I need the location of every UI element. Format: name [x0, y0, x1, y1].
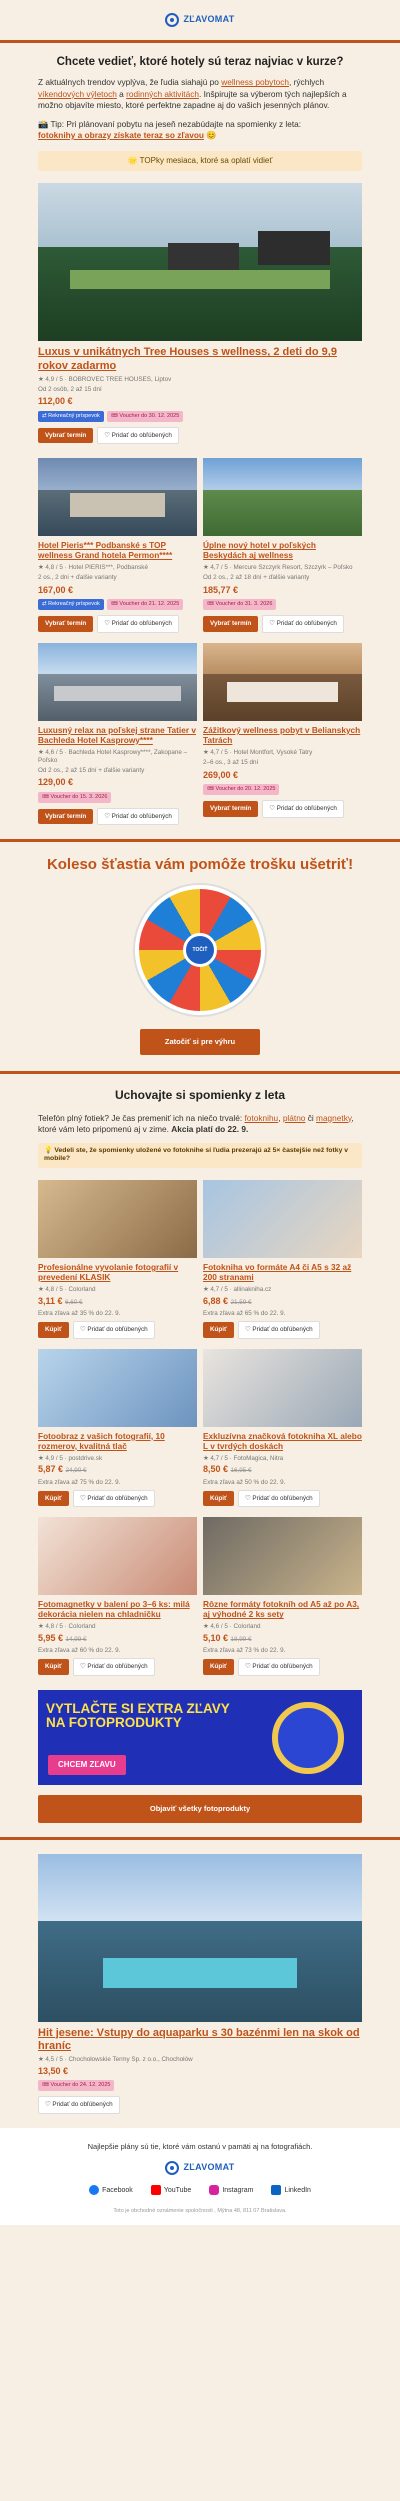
offer-meta: Od 2 osôb, 2 až 15 dní: [38, 385, 102, 393]
choose-date-button[interactable]: Vybrať termín: [203, 801, 258, 817]
divider: [0, 40, 400, 43]
youtube-icon: [151, 2185, 161, 2195]
product-actions: [203, 1490, 362, 1508]
final-offer: [38, 1854, 362, 2114]
add-favorite-button[interactable]: ♡ Pridať do obľúbených: [97, 808, 179, 826]
footer-text: Najlepšie plány sú tie, ktoré vám ostanú v pamäti aj na fotografiách.: [87, 2141, 313, 2151]
hotel-actions: [38, 808, 197, 826]
buy-button[interactable]: Kúpiť: [203, 1659, 234, 1675]
badges: [38, 2080, 362, 2091]
price-old: 6,60 €: [65, 1298, 83, 1306]
product-rating: ★ 4,8 / 5 · Colorland: [38, 1285, 96, 1293]
photo-c: či: [305, 1112, 317, 1123]
product-discount: Extra zľava až 65 % do 22. 9.: [203, 1309, 286, 1317]
price-old: 24,90 €: [65, 1467, 87, 1475]
spin-button[interactable]: Zatočiť si pre výhru: [140, 1029, 260, 1054]
intro-a: Z aktuálnych trendov vyplýva, že ľudia siahajú po: [38, 77, 222, 88]
product-actions: [203, 1658, 362, 1676]
product-rating: ★ 4,9 / 5 · postdrive.sk: [38, 1454, 103, 1462]
intro-d: . Inšpirujte sa výberom tých najlepších a možno objavíte miesto, ktoré perfektne zapadne aj do vašich jesenných plánov.: [38, 88, 347, 110]
badge-recreation: ⇄ Rekreačný príspevok: [38, 411, 104, 422]
product-image[interactable]: [38, 1517, 197, 1595]
featured-image[interactable]: [38, 183, 362, 341]
product-price: [38, 1296, 197, 1307]
promo-title: VYTLAČTE SI EXTRA ZĽAVY NA FOTOPRODUKTY: [46, 1701, 230, 1731]
product-discount: Extra zľava až 75 % do 22. 9.: [38, 1478, 121, 1486]
product-rating: ★ 4,6 / 5 · Colorland: [203, 1623, 261, 1631]
photo-a: Telefón plný fotiek? Je čas premeniť ich na niečo trvalé:: [38, 1112, 245, 1123]
price-old: 21,59 €: [230, 1298, 252, 1306]
add-favorite-button[interactable]: ♡ Pridať do obľúbených: [73, 1490, 155, 1508]
hotel-meta: Od 2 os., 2 až 18 dní + ďalšie varianty: [203, 574, 310, 582]
product-price: [38, 1464, 197, 1475]
choose-date-button[interactable]: Vybrať termín: [38, 428, 93, 444]
wheel-of-fortune[interactable]: [135, 885, 265, 1015]
linkedin-label: LinkedIn: [284, 2186, 311, 2194]
product-grid: [38, 1180, 362, 1676]
badge-voucher: 🎟 Voucher do 20. 12. 2025: [203, 784, 279, 795]
badges: [203, 784, 362, 795]
hotel-actions: [203, 800, 362, 818]
product-title[interactable]: Exkluzívna značková fotokniha XL alebo L v tvrdých doskách: [203, 1430, 362, 1451]
hotel-image[interactable]: [203, 458, 362, 536]
add-favorite-button[interactable]: ♡ Pridať do obľúbených: [262, 800, 344, 818]
product-image[interactable]: [38, 1349, 197, 1427]
product-price: [203, 1633, 362, 1644]
product-image[interactable]: [203, 1349, 362, 1427]
youtube-label: YouTube: [163, 2186, 192, 2194]
link-family[interactable]: rodinných aktivitách: [126, 88, 199, 99]
tip-link[interactable]: fotoknihy a obrazy získate teraz so zľavou: [38, 130, 204, 141]
promo-ring-icon: [272, 1702, 344, 1774]
wheel-center[interactable]: TOČIŤ: [183, 933, 217, 967]
tip-prefix: 📸 Tip: Pri plánovaní pobytu na jeseň nezabúdajte na spomienky z leta:: [38, 118, 302, 129]
header: [0, 0, 400, 40]
choose-date-button[interactable]: Vybrať termín: [38, 616, 93, 632]
product-discount: Extra zľava až 35 % do 22. 9.: [38, 1309, 121, 1317]
facebook-link[interactable]: [89, 2185, 133, 2196]
product-title[interactable]: Fotokniha vo formáte A4 či A5 s 32 až 200 stranami: [203, 1261, 352, 1282]
hotel-image[interactable]: [203, 643, 362, 721]
footer: [0, 2128, 400, 2225]
linkedin-link[interactable]: [271, 2185, 310, 2196]
add-favorite-button[interactable]: ♡ Pridať do obľúbených: [73, 1321, 155, 1339]
divider: [0, 1071, 400, 1074]
hotel-price: 269,00 €: [203, 769, 239, 780]
link-weekend[interactable]: víkendových výletoch: [38, 88, 117, 99]
footer-logo: [0, 2161, 400, 2175]
product-card: [38, 1349, 197, 1508]
instagram-icon: [209, 2185, 219, 2195]
offer-title[interactable]: Luxus v unikátnych Tree Houses s wellness, 2 deti do 9,9 rokov zadarmo: [38, 346, 337, 372]
add-favorite-button[interactable]: ♡ Pridať do obľúbených: [238, 1490, 320, 1508]
photo-d: , ktoré vám leto pripomenú aj v zime.: [38, 1112, 354, 1134]
linkedin-icon: [271, 2185, 281, 2195]
product-rating: ★ 4,7 / 5 · allinakniha.cz: [203, 1285, 272, 1293]
product-image[interactable]: [203, 1517, 362, 1595]
instagram-link[interactable]: [209, 2185, 253, 2196]
price-new: 5,95 €: [38, 1633, 64, 1644]
link-wellness[interactable]: wellness pobytoch: [221, 77, 290, 88]
badges: [38, 792, 197, 803]
footer-address: Toto je obchodné oznámenie spoločnosti , Mýtna 48, 811 07 Bratislava.: [113, 2207, 287, 2214]
divider: [0, 839, 400, 842]
hotel-rating: ★ 4,7 / 5 · Hotel Montfort, Vysoké Tatry: [203, 748, 313, 756]
youtube-link[interactable]: [151, 2185, 192, 2196]
price-new: 8,50 €: [203, 1464, 229, 1475]
hotel-meta: 2–6 os., 3 až 15 dní: [203, 758, 259, 766]
top-pill: 🌟 TOPky mesiaca, ktoré sa oplatí vidieť: [38, 151, 362, 171]
product-title[interactable]: Fotoobraz z vašich fotografií, 10 rozmerov, kvalitná tlač: [38, 1430, 165, 1451]
offer-rating: ★ 4,5 / 5 · Chochołowskie Termy Sp. z o.o., Chochołów: [38, 2055, 193, 2063]
discover-photo-products-button[interactable]: Objaviť všetky fotoprodukty: [38, 1795, 362, 1822]
aquapark-image[interactable]: [38, 1854, 362, 2022]
headline: Chcete vedieť, ktoré hotely sú teraz najviac v kurze?: [56, 56, 344, 68]
choose-date-button[interactable]: Vybrať termín: [38, 809, 93, 825]
logo-icon: [165, 2161, 179, 2175]
photo-promo-banner[interactable]: [38, 1690, 362, 1785]
brand-name[interactable]: ZĽAVOMAT: [183, 2162, 235, 2173]
photo-headline: Uchovajte si spomienky z leta: [114, 1087, 286, 1102]
brand-name[interactable]: ZĽAVOMAT: [183, 14, 235, 25]
product-image[interactable]: [38, 1180, 197, 1258]
hotel-card: [203, 643, 362, 825]
hotel-title[interactable]: Úplne nový hotel v poľských Beskydách aj wellness: [203, 540, 316, 561]
badges: [38, 599, 197, 610]
facebook-label: Facebook: [102, 2186, 133, 2194]
product-actions: [38, 1658, 197, 1676]
product-title[interactable]: Rôzne formáty fotokníh od A5 až po A3, aj výhodné 2 ks sety: [203, 1599, 360, 1620]
intro-b: , rýchlych: [289, 77, 325, 88]
offer-price: 112,00 €: [38, 396, 73, 407]
buy-button[interactable]: Kúpiť: [38, 1659, 69, 1675]
product-card: [203, 1517, 362, 1676]
offer-actions: [38, 427, 362, 445]
hotel-price: 129,00 €: [38, 777, 74, 788]
product-discount: Extra zľava až 73 % do 22. 9.: [203, 1647, 286, 1655]
product-card: [38, 1517, 197, 1676]
hotel-card: [38, 643, 197, 825]
hotel-title[interactable]: Zážitkový wellness pobyt v Belianskych Tatrách: [203, 725, 361, 745]
hotel-image[interactable]: [38, 458, 197, 536]
intro-text: [38, 77, 362, 111]
price-new: 6,88 €: [203, 1295, 229, 1306]
product-card: [203, 1349, 362, 1508]
badge-voucher: 🎟 Voucher do 31. 3. 2026: [203, 599, 276, 610]
hotel-rating: ★ 4,6 / 5 · Bachleda Hotel Kasprowy****, Zakopane – Poľsko: [38, 748, 188, 764]
add-favorite-button[interactable]: ♡ Pridať do obľúbených: [38, 2096, 120, 2114]
choose-date-button[interactable]: Vybrať termín: [203, 616, 258, 632]
price-new: 5,87 €: [38, 1464, 64, 1475]
hotel-card: [203, 458, 362, 633]
buy-button[interactable]: Kúpiť: [38, 1322, 69, 1338]
hotel-price: 185,77 €: [203, 585, 239, 596]
logo-icon: [165, 13, 179, 27]
badge-voucher: 🎟 Voucher do 15. 3. 2026: [38, 792, 111, 803]
product-discount: Extra zľava až 50 % do 22. 9.: [203, 1478, 286, 1486]
hotel-meta: 2 os., 2 dni + ďalšie varianty: [38, 574, 117, 582]
intro-c: a: [116, 88, 127, 99]
product-card: [203, 1180, 362, 1339]
link-photobook[interactable]: fotoknihu: [244, 1112, 279, 1123]
photo-text: [38, 1113, 362, 1135]
product-image[interactable]: [203, 1180, 362, 1258]
add-favorite-button[interactable]: ♡ Pridať do obľúbených: [238, 1321, 320, 1339]
promo-button[interactable]: CHCEM ZĽAVU: [48, 1755, 126, 1775]
featured-offer: [38, 183, 362, 444]
photo-b: ,: [278, 1112, 283, 1123]
add-favorite-button[interactable]: ♡ Pridať do obľúbených: [73, 1658, 155, 1676]
hotel-meta: Od 2 os., 2 až 15 dní + ďalšie varianty: [38, 766, 145, 774]
product-card: [38, 1180, 197, 1339]
price-old: 18,99 €: [230, 1636, 252, 1644]
tip-text: [38, 119, 362, 141]
link-magnets[interactable]: magnetky: [316, 1112, 352, 1123]
badges: [38, 411, 362, 422]
buy-button[interactable]: Kúpiť: [203, 1491, 234, 1507]
hotel-image[interactable]: [38, 643, 197, 721]
product-discount: Extra zľava až 60 % do 22. 9.: [38, 1647, 121, 1655]
hotel-grid: [38, 458, 362, 825]
product-price: [203, 1464, 362, 1475]
badge-voucher: 🎟 Voucher do 24. 12. 2025: [38, 2080, 114, 2091]
offer-actions: [38, 2096, 362, 2114]
product-title[interactable]: Fotomagnetky v balení po 3–6 ks: milá dekorácia nielen na chladničku: [38, 1599, 190, 1620]
hotel-price: 167,00 €: [38, 585, 74, 596]
product-actions: [203, 1321, 362, 1339]
product-rating: ★ 4,7 / 5 · FotoMagica, Nitra: [203, 1454, 284, 1462]
product-actions: [38, 1490, 197, 1508]
link-canvas[interactable]: plátno: [282, 1112, 306, 1123]
divider: [0, 1837, 400, 1840]
price-old: 16,95 €: [230, 1467, 252, 1475]
add-favorite-button[interactable]: ♡ Pridať do obľúbených: [238, 1658, 320, 1676]
hotel-actions: [38, 615, 197, 633]
tip-suffix: 😊: [203, 130, 217, 141]
price-new: 5,10 €: [203, 1633, 229, 1644]
offer-title[interactable]: Hit jesene: Vstupy do aquaparku s 30 bazénmi len na skok od hraníc: [38, 2026, 360, 2052]
social-links: [0, 2185, 400, 2196]
badge-voucher: 🎟 Voucher do 21. 12. 2025: [107, 599, 183, 610]
wheel-title: Koleso šťastia vám pomôže trošku ušetriť!: [46, 856, 354, 874]
add-favorite-button[interactable]: ♡ Pridať do obľúbených: [262, 615, 344, 633]
product-title[interactable]: Profesionálne vyvolanie fotografií v prevedení KLASIK: [38, 1261, 179, 1282]
product-actions: [38, 1321, 197, 1339]
buy-button[interactable]: Kúpiť: [38, 1491, 69, 1507]
offer-price: 13,50 €: [38, 2065, 69, 2076]
hotel-actions: [203, 615, 362, 633]
hotel-title[interactable]: Luxusný relax na poľskej strane Tatier v Bachleda Hotel Kasprowy****: [38, 725, 196, 745]
instagram-label: Instagram: [222, 2186, 254, 2194]
hotel-title[interactable]: Hotel Pieris*** Podbanské s TOP wellness Grand hotela Permon****: [38, 540, 173, 561]
photo-note: 💡 Vedeli ste, že spomienky uložené vo fotoknihe si ľudia prezerajú až 5× častejšie než fotky v mobile?: [38, 1143, 362, 1168]
facebook-icon: [89, 2185, 99, 2195]
hotel-card: [38, 458, 197, 633]
product-price: [38, 1633, 197, 1644]
badges: [203, 599, 362, 610]
badge-voucher: 🎟 Voucher do 30. 12. 2025: [107, 411, 183, 422]
product-price: [203, 1296, 362, 1307]
add-favorite-button[interactable]: ♡ Pridať do obľúbených: [97, 427, 179, 445]
add-favorite-button[interactable]: ♡ Pridať do obľúbených: [97, 615, 179, 633]
photo-deadline: Akcia platí do 22. 9.: [171, 1123, 249, 1134]
buy-button[interactable]: Kúpiť: [203, 1322, 234, 1338]
badge-recreation: ⇄ Rekreačný príspevok: [38, 599, 104, 610]
hotel-rating: ★ 4,8 / 5 · Hotel PIERIS***, Podbanské: [38, 564, 148, 572]
offer-rating: ★ 4,9 / 5 · BOBROVEC TREE HOUSES, Liptov: [38, 375, 172, 383]
price-old: 14,99 €: [65, 1636, 87, 1644]
price-new: 3,11 €: [38, 1295, 63, 1306]
product-rating: ★ 4,8 / 5 · Colorland: [38, 1623, 96, 1631]
hotel-rating: ★ 4,7 / 5 · Mercure Szczyrk Resort, Szczyrk – Poľsko: [203, 564, 353, 572]
